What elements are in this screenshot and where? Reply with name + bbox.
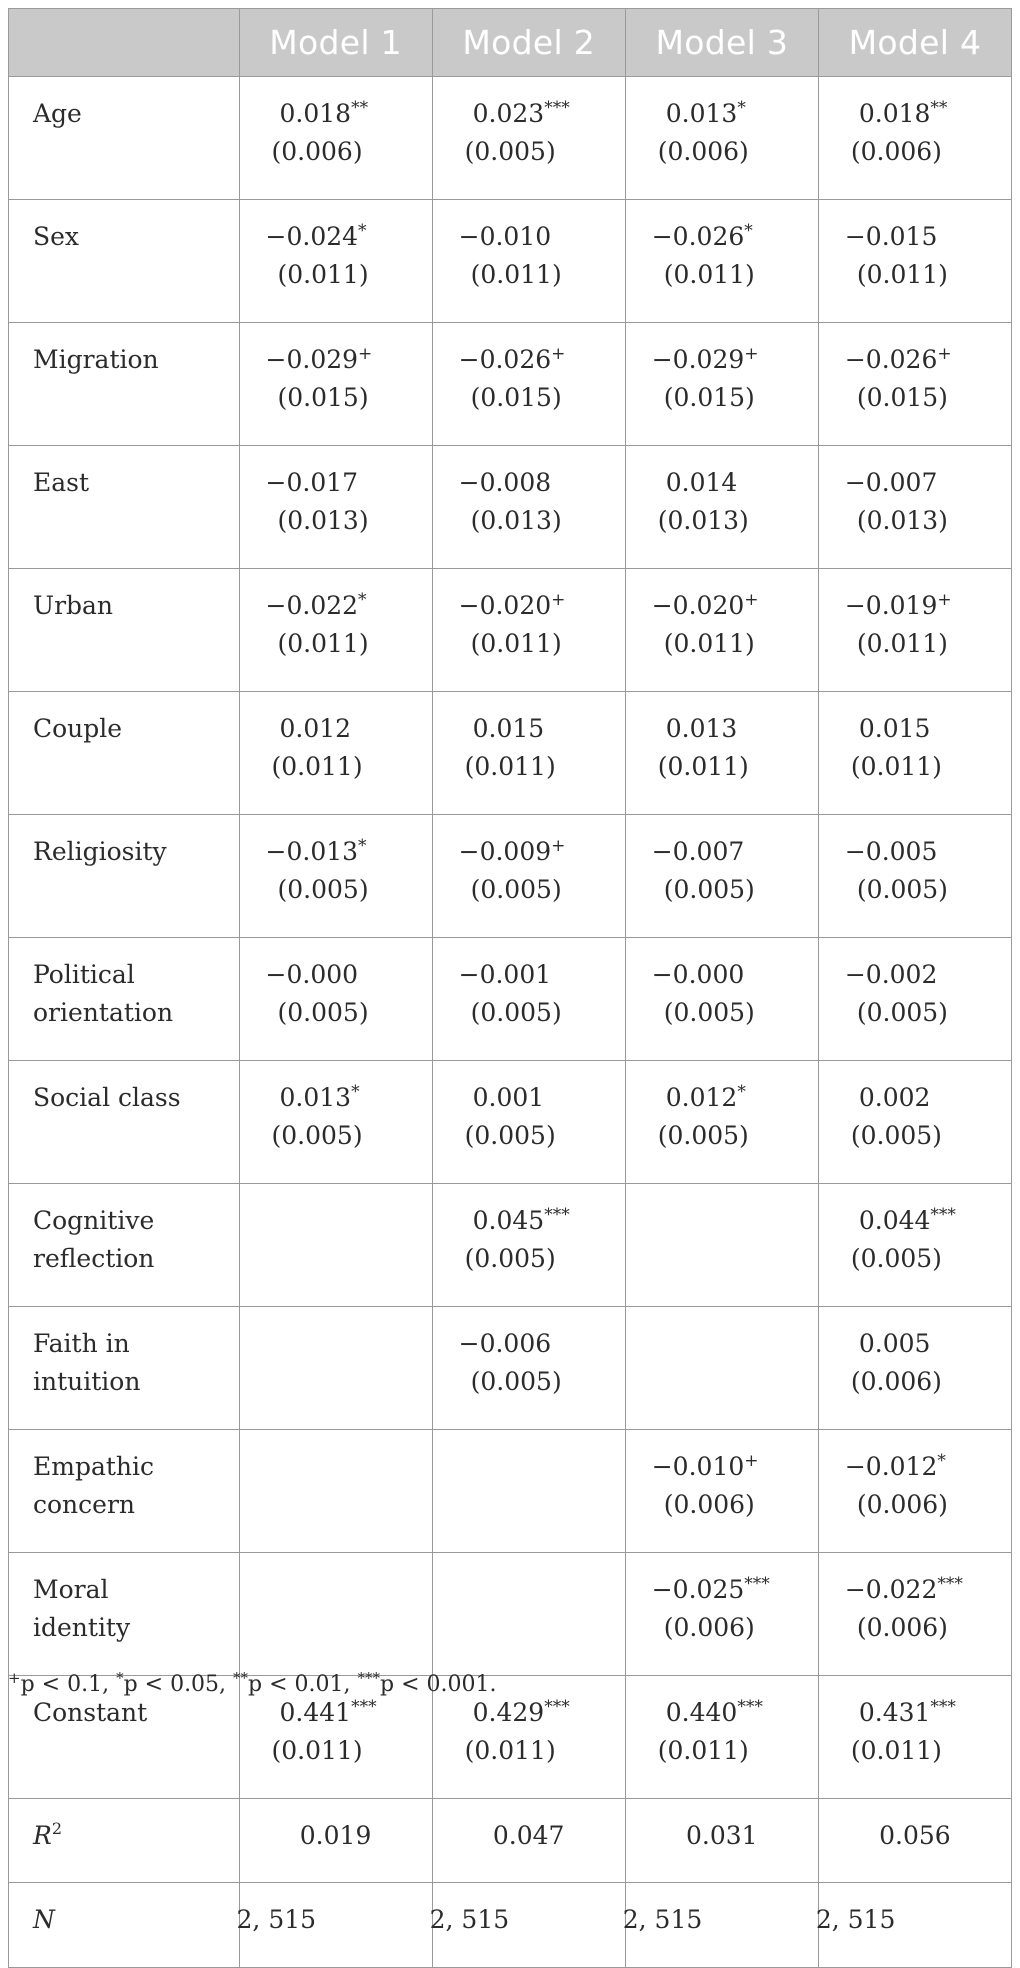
footnote-text: p < 0.01,	[248, 1672, 358, 1697]
significance-marker: ***	[351, 1697, 377, 1717]
coefficient: −0.002	[844, 960, 938, 989]
standard-error: (0.011)	[856, 629, 948, 658]
coef-cell	[432, 1184, 625, 1307]
coefficient: 0.018**	[279, 98, 369, 128]
coef-cell	[432, 1061, 625, 1184]
table-row	[9, 200, 1012, 323]
standard-error: (0.011)	[657, 752, 749, 781]
coef-cell	[818, 1430, 1011, 1553]
coef-cell	[625, 1307, 818, 1430]
standard-error: (0.005)	[850, 1121, 942, 1150]
coef-cell	[239, 815, 432, 938]
standard-error: (0.011)	[856, 260, 948, 289]
r-squared-value: 0.056	[818, 1799, 1011, 1883]
standard-error: (0.005)	[271, 1121, 363, 1150]
row-label: East	[9, 446, 240, 569]
coefficient: −0.020+	[458, 590, 566, 620]
significance-marker: +	[937, 590, 952, 610]
significance-marker: +	[744, 590, 759, 610]
r-squared-value: 0.019	[239, 1799, 432, 1883]
standard-error: (0.005)	[470, 1367, 562, 1396]
coef-cell	[239, 569, 432, 692]
coef-cell	[432, 1307, 625, 1430]
coefficient: 0.002	[858, 1083, 931, 1112]
coefficient: 0.431***	[858, 1697, 956, 1727]
significance-marker: ***	[544, 98, 570, 118]
significance-marker: *	[737, 1082, 746, 1102]
coefficient: 0.015	[858, 714, 931, 743]
n-value: 2, 515	[432, 1883, 625, 1968]
coefficient: 0.441***	[279, 1697, 377, 1727]
standard-error: (0.005)	[850, 1244, 942, 1273]
r-squared-value: 0.047	[432, 1799, 625, 1883]
standard-error: (0.005)	[464, 1121, 556, 1150]
coefficient: 0.013*	[665, 98, 746, 128]
standard-error: (0.011)	[464, 1736, 556, 1765]
coefficient: −0.017	[265, 468, 359, 497]
coefficient: 0.045***	[472, 1205, 570, 1235]
coefficient: −0.012*	[844, 1451, 946, 1481]
coefficient: 0.023***	[472, 98, 570, 128]
row-label: Couple	[9, 692, 240, 815]
significance-marker: *	[937, 1451, 946, 1471]
significance-marker: ***	[544, 1205, 570, 1225]
standard-error: (0.006)	[657, 137, 749, 166]
standard-error: (0.005)	[663, 875, 755, 904]
coefficient: −0.007	[651, 837, 745, 866]
coef-cell	[625, 1553, 818, 1676]
coef-cell	[432, 323, 625, 446]
table-row	[9, 446, 1012, 569]
standard-error: (0.013)	[470, 506, 562, 535]
standard-error: (0.011)	[663, 260, 755, 289]
coefficient: −0.015	[844, 222, 938, 251]
coef-cell	[239, 77, 432, 200]
coef-cell	[239, 1184, 432, 1307]
standard-error: (0.005)	[277, 875, 369, 904]
standard-error: (0.015)	[277, 383, 369, 412]
coefficient: −0.026+	[458, 344, 566, 374]
significance-marker: ***	[744, 1574, 770, 1594]
coef-cell	[818, 815, 1011, 938]
standard-error: (0.006)	[856, 1613, 948, 1642]
row-label: Constant	[9, 1676, 240, 1799]
coef-cell	[818, 1676, 1011, 1799]
coef-cell	[625, 1676, 818, 1799]
coef-cell	[625, 323, 818, 446]
coef-cell	[239, 446, 432, 569]
standard-error: (0.006)	[856, 1490, 948, 1519]
header-blank	[9, 9, 240, 77]
standard-error: (0.013)	[657, 506, 749, 535]
significance-marker: *	[358, 590, 367, 610]
table-row	[9, 692, 1012, 815]
table-row	[9, 1553, 1012, 1676]
significance-footnote	[8, 1669, 497, 1697]
coefficient: −0.000	[265, 960, 359, 989]
row-label: Age	[9, 77, 240, 200]
standard-error: (0.013)	[856, 506, 948, 535]
row-label: Religiosity	[9, 815, 240, 938]
significance-marker: +	[358, 344, 373, 364]
coef-cell	[625, 446, 818, 569]
standard-error: (0.005)	[657, 1121, 749, 1150]
coef-cell	[818, 446, 1011, 569]
coef-cell	[818, 1553, 1011, 1676]
coef-cell	[818, 1061, 1011, 1184]
standard-error: (0.015)	[856, 383, 948, 412]
significance-marker: ***	[737, 1697, 763, 1717]
coefficient: −0.026+	[844, 344, 952, 374]
coefficient: −0.005	[844, 837, 938, 866]
coef-cell	[625, 1184, 818, 1307]
standard-error: (0.015)	[663, 383, 755, 412]
r-squared-label: $R^2$	[9, 1799, 240, 1883]
coefficient: −0.013*	[265, 836, 367, 866]
row-label: Cognitive reflection	[9, 1184, 240, 1307]
coef-cell	[239, 1430, 432, 1553]
header-model-1: Model 1	[239, 9, 432, 77]
coef-cell	[625, 77, 818, 200]
coef-cell	[818, 1184, 1011, 1307]
standard-error: (0.005)	[464, 1244, 556, 1273]
significance-marker: ***	[930, 1205, 956, 1225]
r-squared-row	[9, 1799, 1012, 1883]
n-value: 2, 515	[625, 1883, 818, 1968]
row-label: Moral identity	[9, 1553, 240, 1676]
coefficient: −0.007	[844, 468, 938, 497]
coefficient: −0.000	[651, 960, 745, 989]
footnote-symbol: **	[233, 1669, 249, 1687]
footnote-text: p < 0.05,	[123, 1672, 234, 1697]
coef-cell	[432, 446, 625, 569]
coefficient: −0.008	[458, 468, 552, 497]
table-row	[9, 815, 1012, 938]
coefficient: −0.010+	[651, 1451, 759, 1481]
row-label: Faith in intuition	[9, 1307, 240, 1430]
coef-cell	[625, 938, 818, 1061]
standard-error: (0.011)	[663, 629, 755, 658]
significance-marker: **	[351, 98, 369, 118]
row-label: Political orientation	[9, 938, 240, 1061]
coefficient: −0.001	[458, 960, 552, 989]
standard-error: (0.005)	[663, 998, 755, 1027]
coef-cell	[625, 1061, 818, 1184]
standard-error: (0.005)	[856, 875, 948, 904]
coef-cell	[432, 569, 625, 692]
standard-error: (0.011)	[850, 1736, 942, 1765]
standard-error: (0.013)	[277, 506, 369, 535]
n-value: 2, 515	[818, 1883, 1011, 1968]
coef-cell	[625, 1430, 818, 1553]
coefficient: 0.013*	[279, 1082, 360, 1112]
coefficient: 0.001	[472, 1083, 545, 1112]
significance-marker: +	[744, 344, 759, 364]
coefficient: 0.005	[858, 1329, 931, 1358]
header-model-3: Model 3	[625, 9, 818, 77]
standard-error: (0.006)	[850, 1367, 942, 1396]
significance-marker: +	[551, 344, 566, 364]
table-row	[9, 569, 1012, 692]
coefficient: −0.019+	[844, 590, 952, 620]
coef-cell	[818, 938, 1011, 1061]
significance-marker: ***	[937, 1574, 963, 1594]
n-row	[9, 1883, 1012, 1968]
standard-error: (0.011)	[271, 752, 363, 781]
coef-cell	[432, 938, 625, 1061]
row-label: Migration	[9, 323, 240, 446]
coefficient: −0.010	[458, 222, 552, 251]
coef-cell	[818, 692, 1011, 815]
standard-error: (0.006)	[850, 137, 942, 166]
row-label: Sex	[9, 200, 240, 323]
standard-error: (0.006)	[663, 1613, 755, 1642]
footnote-text: p < 0.1,	[20, 1672, 117, 1697]
coefficient: −0.006	[458, 1329, 552, 1358]
standard-error: (0.005)	[464, 137, 556, 166]
n-value: 2, 515	[239, 1883, 432, 1968]
standard-error: (0.005)	[470, 875, 562, 904]
table-row	[9, 1061, 1012, 1184]
table-row	[9, 1184, 1012, 1307]
table-row	[9, 1307, 1012, 1430]
standard-error: (0.011)	[271, 1736, 363, 1765]
standard-error: (0.011)	[277, 629, 369, 658]
coef-cell	[239, 1061, 432, 1184]
coefficient: 0.015	[472, 714, 545, 743]
significance-marker: *	[737, 98, 746, 118]
coef-cell	[239, 200, 432, 323]
coefficient: −0.024*	[265, 221, 367, 251]
coefficient: 0.044***	[858, 1205, 956, 1235]
significance-marker: *	[744, 221, 753, 241]
coef-cell	[432, 1430, 625, 1553]
coef-cell	[239, 938, 432, 1061]
significance-marker: ***	[930, 1697, 956, 1717]
coef-cell	[432, 692, 625, 815]
coefficient: −0.009+	[458, 836, 566, 866]
coef-cell	[818, 323, 1011, 446]
coefficient: 0.429***	[472, 1697, 570, 1727]
header-model-4: Model 4	[818, 9, 1011, 77]
standard-error: (0.006)	[271, 137, 363, 166]
coefficient: −0.022***	[844, 1574, 963, 1604]
coef-cell	[239, 692, 432, 815]
standard-error: (0.011)	[470, 629, 562, 658]
standard-error: (0.005)	[856, 998, 948, 1027]
standard-error: (0.006)	[663, 1490, 755, 1519]
significance-marker: *	[358, 836, 367, 856]
footnote-symbol: *	[116, 1669, 124, 1687]
coefficient: 0.012*	[665, 1082, 746, 1112]
coefficient: −0.029+	[265, 344, 373, 374]
coef-cell	[818, 569, 1011, 692]
standard-error: (0.011)	[464, 752, 556, 781]
r-squared-value: 0.031	[625, 1799, 818, 1883]
coef-cell	[239, 323, 432, 446]
table-row	[9, 938, 1012, 1061]
coef-cell	[625, 815, 818, 938]
significance-marker: *	[351, 1082, 360, 1102]
coef-cell	[432, 1553, 625, 1676]
footnote-text: p < 0.001.	[380, 1672, 497, 1697]
coefficient: 0.018**	[858, 98, 948, 128]
header-row	[9, 9, 1012, 77]
significance-marker: +	[551, 590, 566, 610]
coef-cell	[625, 692, 818, 815]
standard-error: (0.005)	[277, 998, 369, 1027]
coefficient: 0.440***	[665, 1697, 763, 1727]
coefficient: −0.020+	[651, 590, 759, 620]
standard-error: (0.015)	[470, 383, 562, 412]
coefficient: 0.013	[665, 714, 738, 743]
coefficient: −0.022*	[265, 590, 367, 620]
n-label: N	[9, 1883, 240, 1968]
coef-cell	[432, 200, 625, 323]
footnote-symbol: +	[8, 1669, 21, 1687]
coef-cell	[818, 1307, 1011, 1430]
coefficient: 0.012	[279, 714, 352, 743]
coef-cell	[818, 200, 1011, 323]
standard-error: (0.005)	[470, 998, 562, 1027]
significance-marker: ***	[544, 1697, 570, 1717]
coef-cell	[818, 77, 1011, 200]
coef-cell	[625, 200, 818, 323]
row-label: Social class	[9, 1061, 240, 1184]
significance-marker: **	[930, 98, 948, 118]
standard-error: (0.011)	[277, 260, 369, 289]
significance-marker: +	[551, 836, 566, 856]
table-row	[9, 77, 1012, 200]
standard-error: (0.011)	[470, 260, 562, 289]
coef-cell	[239, 1307, 432, 1430]
coef-cell	[432, 77, 625, 200]
standard-error: (0.011)	[850, 752, 942, 781]
row-label: Urban	[9, 569, 240, 692]
coefficient: −0.026*	[651, 221, 753, 251]
coef-cell	[432, 815, 625, 938]
footnote-symbol: ***	[357, 1669, 381, 1687]
table-row	[9, 323, 1012, 446]
coef-cell	[625, 569, 818, 692]
row-label: Empathic concern	[9, 1430, 240, 1553]
coefficient: 0.014	[665, 468, 738, 497]
significance-marker: +	[744, 1451, 759, 1471]
header-model-2: Model 2	[432, 9, 625, 77]
significance-marker: *	[358, 221, 367, 241]
coefficient: −0.029+	[651, 344, 759, 374]
coef-cell	[239, 1553, 432, 1676]
significance-marker: +	[937, 344, 952, 364]
coefficient: −0.025***	[651, 1574, 770, 1604]
table-row	[9, 1430, 1012, 1553]
standard-error: (0.011)	[657, 1736, 749, 1765]
